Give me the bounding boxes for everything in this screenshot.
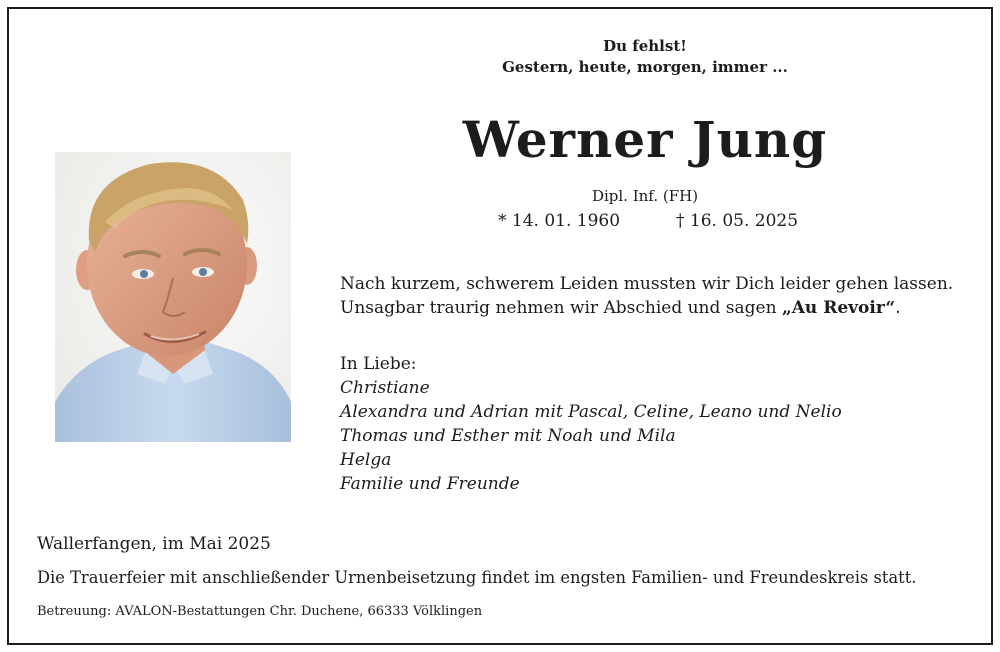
- mourner-name: Christiane: [340, 378, 430, 398]
- academic-title: Dipl. Inf. (FH): [591, 187, 699, 205]
- motto: [460, 36, 830, 78]
- undertaker-credit: Betreuung: AVALON-Bestattungen Chr. Duchene, 66333 Völklingen: [37, 604, 483, 619]
- message-line-2-text: Unsagbar traurig nehmen wir Abschied und sagen: [340, 298, 782, 318]
- au-revoir-quote: „Au Revoir“: [781, 298, 896, 318]
- portrait-photo: [55, 152, 291, 442]
- message-line-1: Nach kurzem, schwerem Leiden mussten wir Dich leider gehen lassen.: [340, 274, 954, 294]
- message-line-2: [340, 296, 980, 320]
- mourners-list: [340, 376, 960, 496]
- death-date: † 16. 05. 2025: [676, 211, 799, 231]
- motto-line-1: Du fehlst!: [603, 37, 687, 55]
- mourner-name: Thomas und Esther mit Noah und Mila: [340, 426, 676, 446]
- mourner-name: Familie und Freunde: [340, 474, 520, 494]
- farewell-message: [340, 272, 980, 320]
- mourner-name: Alexandra und Adrian mit Pascal, Celine, Leano und Nelio: [340, 402, 842, 422]
- message-line-2-end: .: [895, 298, 901, 318]
- mourners-block: [340, 352, 960, 496]
- motto-line-2: Gestern, heute, morgen, immer ...: [502, 58, 788, 76]
- birth-date: * 14. 01. 1960: [498, 211, 621, 231]
- deceased-name: Werner Jung: [462, 110, 828, 169]
- portrait-illustration: [55, 152, 291, 442]
- mourner-name: Helga: [340, 450, 392, 470]
- ceremony-notice: Die Trauerfeier mit anschließender Urnenbeisetzung findet im engsten Familien- und Freundeskreis statt.: [37, 568, 917, 587]
- mourners-intro: In Liebe:: [340, 354, 417, 374]
- place-and-date: Wallerfangen, im Mai 2025: [37, 534, 271, 554]
